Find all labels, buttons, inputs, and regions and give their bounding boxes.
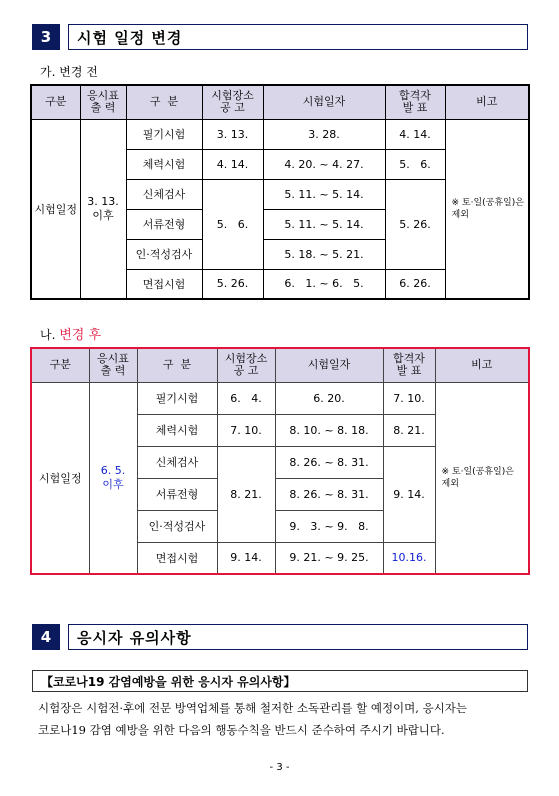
exam-date: 5. 11. ~ 5. 14. [263,179,385,209]
header-text: 응시표 출 력 [97,352,129,378]
exam-type: 인·적성검사 [137,510,217,542]
result-date: 10.16. [383,542,435,574]
venue-date: 6. 4. [217,382,275,414]
header-cell: 시험일자 [263,85,385,119]
header-cell [385,85,445,119]
notice-line: 시험장은 시험전·후에 전문 방역업체를 통해 철저한 소독관리를 할 예정이며, 응시자는 [38,701,468,715]
section-title: 응시자 유의사항 [68,624,528,650]
after-label-highlight: 변경 후 [59,328,102,343]
result-date: 6. 26. [385,269,445,299]
exam-type: 서류전형 [137,478,217,510]
note [445,119,529,299]
exam-type: 신체검사 [126,179,202,209]
after-label-prefix: 나. [40,328,60,342]
venue-date: 8. 21. [217,446,275,542]
venue-date: 4. 14. [202,149,263,179]
exam-type: 서류전형 [126,209,202,239]
section-4-heading [32,624,528,650]
exam-date: 6. 20. [275,382,383,414]
exam-type: 필기시험 [126,119,202,149]
note-text: ※ 토·일(공휴일)은 제외 [441,466,514,489]
section-3-heading [32,24,528,50]
note-text: ※ 토·일(공휴일)은 제외 [451,197,524,220]
header-cell: 비고 [435,348,529,382]
header-cell: 구 분 [137,348,217,382]
exam-date: 3. 28. [263,119,385,149]
header-text: 합격자 발 표 [393,352,425,378]
group-label: 시험일정 [31,119,80,299]
table-header-row [31,348,529,382]
header-cell [383,348,435,382]
venue-date: 7. 10. [217,414,275,446]
header-cell: 시험일자 [275,348,383,382]
result-date: 4. 14. [385,119,445,149]
result-date: 5. 26. [385,179,445,269]
header-cell: 구분 [31,348,89,382]
header-cell [80,85,126,119]
header-text: 합격자 발 표 [399,89,431,115]
result-date: 5. 6. [385,149,445,179]
header-cell: 구분 [31,85,80,119]
group-label: 시험일정 [31,382,89,574]
notice-body [38,697,534,741]
before-label: 가. 변경 전 [40,65,98,79]
header-text: 응시표 출 력 [87,89,119,115]
header-cell [217,348,275,382]
print-date-text: 3. 13. 이후 [87,194,119,222]
header-text: 시험장소 공 고 [224,352,268,378]
header-cell: 구 분 [126,85,202,119]
exam-date: 8. 26. ~ 8. 31. [275,478,383,510]
exam-type: 면접시험 [126,269,202,299]
print-date [80,119,126,299]
notice-line: 코로나19 감염 예방을 위한 다음의 행동수칙을 반드시 준수하여 주시기 바랍니다. [38,723,445,737]
exam-date: 5. 11. ~ 5. 14. [263,209,385,239]
exam-type: 체력시험 [137,414,217,446]
exam-date: 8. 10. ~ 8. 18. [275,414,383,446]
venue-date: 5. 26. [202,269,263,299]
venue-date: 9. 14. [217,542,275,574]
section-number: 4 [32,624,60,650]
exam-date: 9. 3. ~ 9. 8. [275,510,383,542]
print-date-text: 6. 5. 이후 [100,463,126,491]
section-title: 시험 일정 변경 [68,24,528,50]
table-row [31,382,529,414]
schedule-table-before [30,84,530,300]
exam-type: 필기시험 [137,382,217,414]
exam-type: 체력시험 [126,149,202,179]
exam-type: 인·적성검사 [126,239,202,269]
note [435,382,529,574]
schedule-table-after [30,347,530,575]
header-cell: 비고 [445,85,529,119]
exam-date: 8. 26. ~ 8. 31. [275,446,383,478]
exam-type: 면접시험 [137,542,217,574]
header-cell [89,348,137,382]
page-number: - 3 - [269,762,290,773]
print-date [89,382,137,574]
venue-date: 3. 13. [202,119,263,149]
result-date: 7. 10. [383,382,435,414]
result-date: 8. 21. [383,414,435,446]
exam-type: 신체검사 [137,446,217,478]
header-cell [202,85,263,119]
section-number: 3 [32,24,60,50]
notice-title: 【코로나19 감염예방을 위한 응시자 유의사항】 [32,670,528,692]
exam-date: 6. 1. ~ 6. 5. [263,269,385,299]
after-label [40,324,101,343]
venue-date: 5. 6. [202,179,263,269]
exam-date: 9. 21. ~ 9. 25. [275,542,383,574]
table-row [31,119,529,149]
table-header-row [31,85,529,119]
exam-date: 4. 20. ~ 4. 27. [263,149,385,179]
header-text: 시험장소 공 고 [211,89,254,115]
exam-date: 5. 18. ~ 5. 21. [263,239,385,269]
result-date: 9. 14. [383,446,435,542]
